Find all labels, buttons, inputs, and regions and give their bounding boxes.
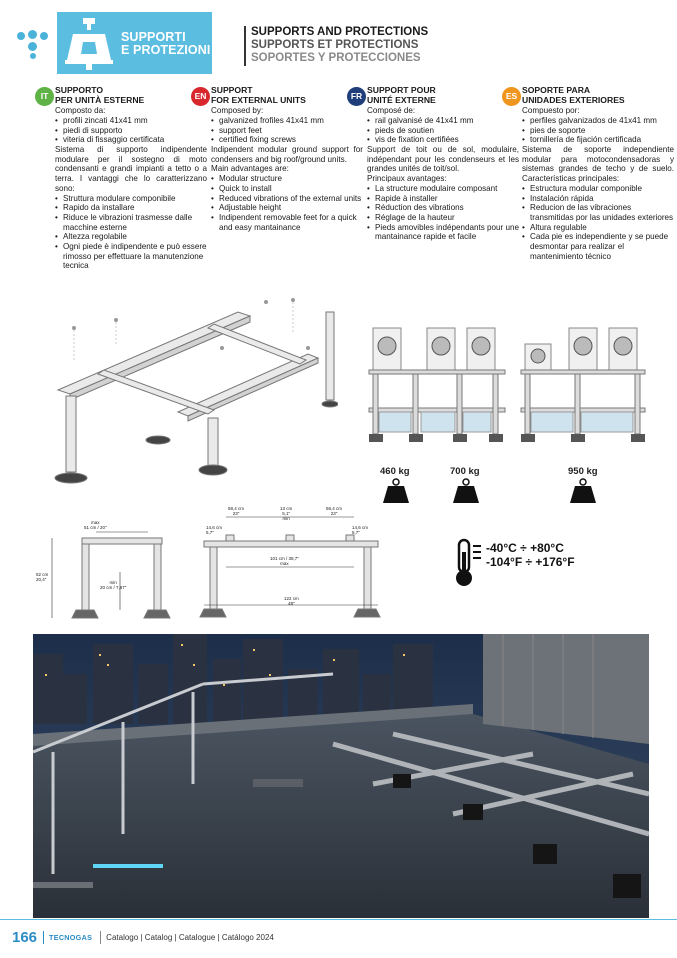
list-item-text: perfiles galvanizados de 41x41 mm xyxy=(530,115,657,125)
dim-text: 13 cm xyxy=(280,506,293,511)
column-paragraph: Indipendent modular ground support for condensers and big roof/ground units. Main advantages are: xyxy=(211,145,363,174)
advantage-list-item xyxy=(211,194,363,204)
component-list-item xyxy=(367,126,519,136)
component-list-item xyxy=(522,135,674,145)
list-item-text: Rapido da installare xyxy=(63,203,135,213)
advantage-list-item xyxy=(367,223,519,242)
advantage-list-item xyxy=(367,213,519,223)
language-badge: FR xyxy=(347,87,366,106)
list-item-text: viteria di fissaggio certificata xyxy=(63,135,165,145)
advantage-list-item xyxy=(522,223,674,233)
advantage-list-item xyxy=(522,194,674,204)
column-title-line2: UNITÉ EXTERNE xyxy=(367,94,436,105)
dim-text: 14,6 cm xyxy=(206,525,223,530)
advantage-list-item xyxy=(367,203,519,213)
dim-text: 20,4" xyxy=(36,577,47,582)
list-item-text: Estructura modular componible xyxy=(530,183,643,193)
column-title-line2: FOR EXTERNAL UNITS xyxy=(211,94,306,105)
header-divider xyxy=(244,26,246,66)
dim-text: 5,7" xyxy=(206,530,214,535)
advantage-list-item xyxy=(55,242,207,271)
weight-icon-460 xyxy=(382,478,410,504)
header-subtitle-es: SOPORTES Y PROTECCIONES xyxy=(251,52,421,64)
column-title xyxy=(211,86,363,105)
list-item-text: profili zincati 41x41 mm xyxy=(63,115,148,125)
list-item-text: Riduce le vibrazioni trasmesse dalle macchine esterne xyxy=(63,212,193,232)
dim-right-span xyxy=(326,506,342,516)
list-item-text: Instalación rápida xyxy=(530,193,594,203)
column-title xyxy=(55,86,207,105)
header-subtitles xyxy=(251,26,428,65)
footer-rule xyxy=(0,919,677,920)
language-badge: ES xyxy=(502,87,521,106)
list-item-text: Ogni piede è indipendente e può essere rimosso per effettuare la manutenzione tecnica xyxy=(63,242,207,271)
dim-text: 51 cm / 20" xyxy=(84,525,107,530)
weight-label-460: 460 kg xyxy=(380,466,410,477)
list-item-text: tornillería de fijación certificada xyxy=(530,135,642,145)
list-item-text: piedi di supporto xyxy=(63,125,123,135)
column-title-line1: SUPPORT POUR xyxy=(367,85,436,95)
footer xyxy=(12,929,274,946)
dim-text: 48" xyxy=(288,601,295,606)
side-view-dimension-drawing xyxy=(32,518,172,628)
dim-left-span xyxy=(228,506,244,516)
dim-text: max xyxy=(280,561,289,566)
column-title xyxy=(367,86,519,105)
dim-text: 5,1" xyxy=(282,511,291,516)
list-item-text: support feet xyxy=(219,125,262,135)
list-item-text: Pieds amovibles indépendants pour une mantainance rapide et facile xyxy=(375,222,519,242)
component-list-item xyxy=(522,126,674,136)
list-item-text: La structure modulaire composant xyxy=(375,183,498,193)
dim-text: 101 cm / 39,7" xyxy=(270,556,299,561)
advantage-list-item xyxy=(55,232,207,242)
column-title-line1: SUPPORTO xyxy=(55,85,104,95)
column-intro: Composto da: xyxy=(55,106,106,116)
temperature-fahrenheit: -104°F ÷ +176°F xyxy=(486,555,575,569)
isometric-support-drawing xyxy=(38,292,338,497)
advantage-list-item xyxy=(211,174,363,184)
column-intro: Compuesto por: xyxy=(522,106,580,116)
list-item-text: Réduction des vibrations xyxy=(375,203,464,213)
column-paragraph: Sistema di supporto indipendente modulare per il sostegno di moto condensanti e grandi impianti a tetto o a terra. I vantaggi che lo caratterizzano sono: xyxy=(55,145,207,193)
dim-text: min xyxy=(109,580,117,585)
thermometer-icon xyxy=(451,538,485,588)
dim-text: 23" xyxy=(330,511,338,516)
footer-brand: TECNOGAS xyxy=(49,933,93,942)
list-item-text: vis de fixation certifiées xyxy=(375,135,459,145)
column-intro: Composed by: xyxy=(211,106,264,116)
list-item-text: Altura regulable xyxy=(530,222,587,232)
list-item-text: pieds de soutien xyxy=(375,125,434,135)
advantage-list-item xyxy=(55,213,207,232)
weight-label-700: 700 kg xyxy=(450,466,480,477)
dim-text: max xyxy=(91,520,100,525)
column-title-line2: PER UNITÀ ESTERNE xyxy=(55,94,145,105)
list-item-text: galvanized frofiles 41x41 mm xyxy=(219,115,324,125)
column-title-line1: SUPPORT xyxy=(211,85,253,95)
temperature-range xyxy=(486,541,575,569)
text-column-it xyxy=(40,85,207,271)
list-item-text: rail galvanisé de 41x41 mm xyxy=(375,115,474,125)
component-list-item xyxy=(211,126,363,136)
dim-text: 5,7" xyxy=(352,530,360,535)
dim-text: 58,4 cm xyxy=(326,506,343,511)
dim-text: 52 cm xyxy=(36,572,49,577)
dim-min-height xyxy=(100,580,126,590)
footer-catalog: Catalogo | Catalog | Catalogue | Catálogo 2024 xyxy=(106,933,274,942)
footer-divider xyxy=(43,931,44,944)
header-subtitle-en: SUPPORTS AND PROTECTIONS xyxy=(251,26,429,38)
column-intro: Composé de: xyxy=(367,106,416,116)
dim-text: 23" xyxy=(232,511,240,516)
support-structure-icon xyxy=(63,14,115,72)
list-item-text: pies de soporte xyxy=(530,125,586,135)
advantage-list-item xyxy=(522,203,674,222)
list-item-text: Indipendent removable feet for a quick and easy mantainance xyxy=(219,212,357,232)
column-title xyxy=(522,86,674,105)
list-item-text: Reducion de las vibraciones transmitidas por las unidades exteriores xyxy=(530,203,674,222)
column-paragraph: Sistema de soporte independiente modular para motocondensadoras y sistemas grandes de techo y de suelo. Características principales: xyxy=(522,145,674,184)
dim-max-height xyxy=(84,520,107,530)
component-list-item xyxy=(55,116,207,126)
rooftop-installation-photo xyxy=(33,634,649,918)
list-item-text: Reduced vibrations of the external units xyxy=(219,193,362,203)
header-title-line2: E PROTEZIONI xyxy=(121,43,211,57)
text-column-en xyxy=(194,85,363,232)
column-title-line2: UNIDADES EXTERIORES xyxy=(522,94,625,105)
component-list-item xyxy=(367,135,519,145)
text-column-fr xyxy=(350,85,519,242)
advantage-list-item xyxy=(211,203,363,213)
dim-text: min xyxy=(282,516,290,521)
list-item-text: Altezza regolabile xyxy=(63,232,127,242)
dim-max-width xyxy=(270,556,299,566)
dim-text: 20 cm / 7,87" xyxy=(100,585,127,590)
temperature-celsius: -40°C ÷ +80°C xyxy=(486,541,564,555)
condenser-units-front-view xyxy=(365,326,655,456)
component-list-item xyxy=(211,116,363,126)
weight-icon-950 xyxy=(569,478,597,504)
dim-total-width xyxy=(284,596,299,606)
advantage-list-item xyxy=(522,184,674,194)
list-item-text: Quick to install xyxy=(219,183,272,193)
header-title-line1: SUPPORTI xyxy=(121,30,186,44)
list-item-text: Réglage de la hauteur xyxy=(375,212,455,222)
dim-center-gap xyxy=(280,506,292,521)
advantage-list-item xyxy=(367,194,519,204)
component-list-item xyxy=(367,116,519,126)
column-paragraph: Support de toit ou de sol, modulaire, indépendant pour les condenseurs et les grandes unités de toit/sol. Principaux avantages: xyxy=(367,145,519,184)
dim-right-overhang xyxy=(352,525,368,535)
dim-text: 14,6 cm xyxy=(352,525,369,530)
list-item-text: Adjustable height xyxy=(219,203,282,213)
dim-total-height xyxy=(36,572,48,582)
list-item-text: Cada pie es independiente y se puede desmontar para realizar el mantenimiento técnico xyxy=(530,232,669,261)
header-logo-dots xyxy=(0,12,57,74)
list-item-text: Rapide à installer xyxy=(375,193,438,203)
dim-left-overhang xyxy=(206,525,222,535)
header-subtitle-fr: SUPPORTS ET PROTECTIONS xyxy=(251,39,419,51)
dim-text: 122 cm xyxy=(284,596,299,601)
dim-text: 58,4 cm xyxy=(228,506,245,511)
weight-icon-700 xyxy=(452,478,480,504)
component-list-item xyxy=(55,126,207,136)
column-title-line1: SOPORTE PARA xyxy=(522,85,591,95)
page-number: 166 xyxy=(12,929,38,946)
text-column-es xyxy=(505,85,674,261)
list-item-text: certified fixing screws xyxy=(219,135,296,145)
component-list-item xyxy=(522,116,674,126)
language-badge: EN xyxy=(191,87,210,106)
advantage-list-item xyxy=(211,213,363,232)
advantage-list-item xyxy=(55,194,207,204)
weight-label-950: 950 kg xyxy=(568,466,598,477)
advantage-list-item xyxy=(55,203,207,213)
advantage-list-item xyxy=(522,232,674,261)
footer-divider xyxy=(100,931,101,944)
list-item-text: Modular structure xyxy=(219,174,282,184)
language-badge: IT xyxy=(35,87,54,106)
header-title xyxy=(121,31,210,57)
component-list-item xyxy=(55,135,207,145)
advantage-list-item xyxy=(367,184,519,194)
component-list-item xyxy=(211,135,363,145)
advantage-list-item xyxy=(211,184,363,194)
list-item-text: Struttura modulare componibile xyxy=(63,193,176,203)
